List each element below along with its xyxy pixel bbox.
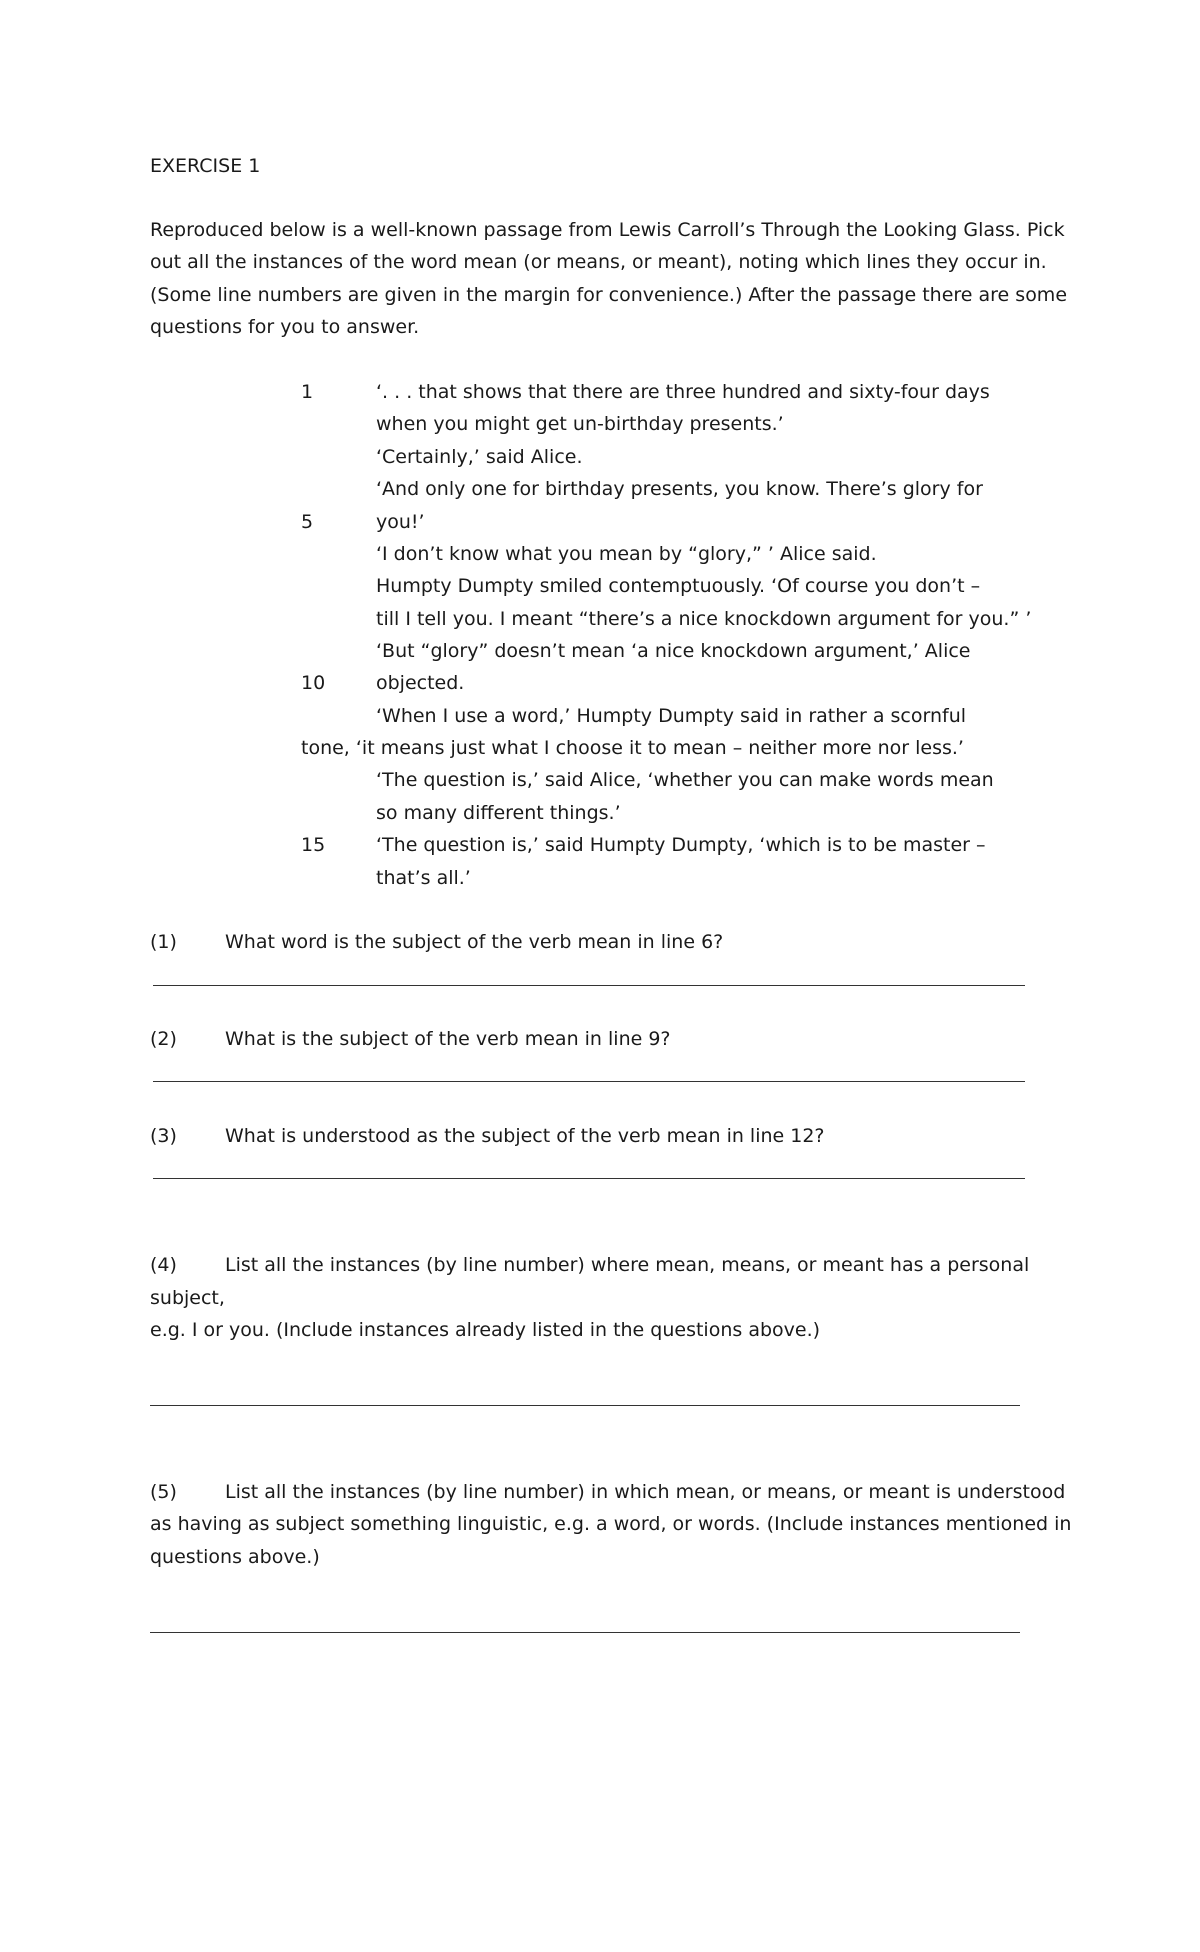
question-text-continued: as having as subject something linguistic, e.g. a word, or words. (Include instances mentioned in	[150, 1513, 1072, 1535]
line-number: 5	[301, 511, 314, 533]
passage-line: when you might get un-birthday presents.’	[376, 413, 784, 435]
answer-line[interactable]	[150, 1632, 1020, 1633]
intro-line: out all the instances of the word mean (or means, or meant), noting which lines they occur in.	[150, 251, 1047, 273]
passage-line: you!’	[376, 511, 425, 533]
line-number: 10	[301, 672, 326, 694]
passage-line: ‘And only one for birthday presents, you know. There’s glory for	[376, 478, 983, 500]
line-number: 1	[301, 381, 314, 403]
passage-line: ‘Certainly,’ said Alice.	[376, 446, 583, 468]
question-text: What is the subject of the verb mean in line 9?	[225, 1028, 671, 1050]
intro-line: (Some line numbers are given in the margin for convenience.) After the passage there are some	[150, 284, 1068, 306]
question-number: (5)	[150, 1481, 177, 1503]
question-number: (1)	[150, 931, 177, 953]
question-text-continued: questions above.)	[150, 1546, 320, 1568]
passage-line: ‘The question is,’ said Alice, ‘whether you can make words mean	[376, 769, 994, 791]
question-number: (2)	[150, 1028, 177, 1050]
passage-line: tone, ‘it means just what I choose it to mean – neither more nor less.’	[301, 737, 964, 759]
passage-line: till I tell you. I meant “there’s a nice knockdown argument for you.” ’	[376, 608, 1032, 630]
question-text-continued: subject,	[150, 1287, 225, 1309]
passage-line: ‘I don’t know what you mean by “glory,” ’ Alice said.	[376, 543, 877, 565]
passage-line: ‘. . . that shows that there are three hundred and sixty-four days	[376, 381, 990, 403]
passage-line: Humpty Dumpty smiled contemptuously. ‘Of course you don’t –	[376, 575, 981, 597]
question-text: What word is the subject of the verb mean in line 6?	[225, 931, 724, 953]
intro-line: questions for you to answer.	[150, 316, 420, 338]
passage-line: ‘The question is,’ said Humpty Dumpty, ‘which is to be master –	[376, 834, 986, 856]
answer-line[interactable]	[153, 985, 1025, 986]
answer-line[interactable]	[150, 1405, 1020, 1406]
passage-line: ‘When I use a word,’ Humpty Dumpty said in rather a scornful	[376, 705, 967, 727]
passage-line: objected.	[376, 672, 465, 694]
answer-line[interactable]	[153, 1081, 1025, 1082]
question-number: (4)	[150, 1254, 177, 1276]
passage-line: that’s all.’	[376, 867, 471, 889]
passage-line: so many different things.’	[376, 802, 621, 824]
exercise-heading: EXERCISE 1	[150, 155, 261, 177]
line-number: 15	[301, 834, 326, 856]
question-text: List all the instances (by line number) where mean, means, or meant has a personal	[225, 1254, 1030, 1276]
intro-line: Reproduced below is a well-known passage from Lewis Carroll’s Through the Looking Glass. Pick	[150, 219, 1065, 241]
question-text: What is understood as the subject of the verb mean in line 12?	[225, 1125, 825, 1147]
passage-line: ‘But “glory” doesn’t mean ‘a nice knockdown argument,’ Alice	[376, 640, 971, 662]
answer-line[interactable]	[153, 1178, 1025, 1179]
question-number: (3)	[150, 1125, 177, 1147]
question-text: List all the instances (by line number) in which mean, or means, or meant is understood	[225, 1481, 1066, 1503]
question-text-continued: e.g. I or you. (Include instances already listed in the questions above.)	[150, 1319, 821, 1341]
